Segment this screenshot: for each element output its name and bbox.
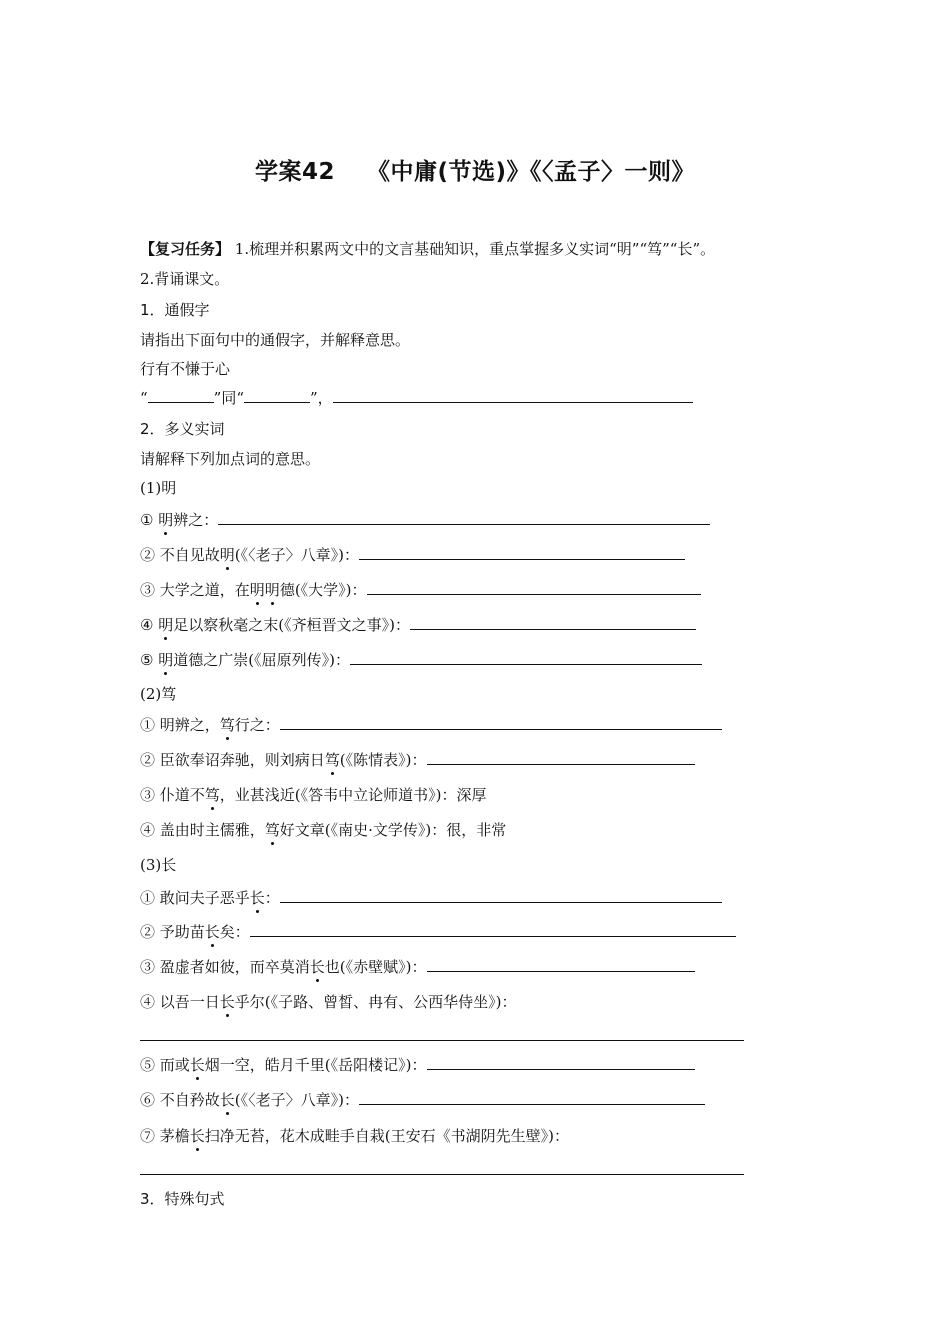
dotted-word: 长 (204, 923, 220, 941)
answer-blank[interactable] (410, 616, 696, 630)
dotted-word: 笃 (204, 786, 220, 804)
answer-blank[interactable] (427, 751, 695, 765)
answer-blank-full-line[interactable] (140, 1040, 744, 1041)
answer-blank[interactable] (367, 581, 701, 595)
answer-blank[interactable] (218, 511, 710, 525)
list-item: ⑥ 不自矜故长(《〈老子〉八章》)： (140, 1090, 705, 1110)
list-item: ⑤ 而或长烟一空，皓月千里(《岳阳楼记》)： (140, 1055, 695, 1075)
list-item: ⑤ 明道德之广崇(《屈原列传》)： (140, 650, 702, 670)
dotted-word: 长 (219, 993, 235, 1011)
dotted-word: 笃 (219, 716, 235, 734)
list-item: ① 明辨之： (140, 510, 710, 530)
group-label-du: (2)笃 (140, 685, 177, 703)
list-item: ③ 盈虚者如彼，而卒莫消长也(《赤壁赋》)： (140, 957, 695, 977)
dotted-word: 明 (158, 651, 174, 669)
dotted-word: 长 (189, 1127, 205, 1145)
dotted-word: 明 (158, 511, 174, 529)
answer-blank[interactable] (250, 923, 736, 937)
section-heading-duoyishici: 2．多义实词 (140, 420, 225, 438)
answer-blank[interactable] (427, 1056, 695, 1070)
list-item: ④ 盖由时主儒雅，笃好文章(《南史·文学传》)：很，非常 (140, 821, 507, 839)
list-item: ① 敢问夫子恶乎长： (140, 888, 722, 908)
section-heading-teshujushi: 3．特殊句式 (140, 1190, 225, 1208)
dotted-word: 长 (219, 1091, 235, 1109)
answer-blank[interactable] (350, 651, 702, 665)
group-label-ming: (1)明 (140, 479, 177, 497)
title-lesson-number: 学案42 (254, 159, 335, 185)
title-text-names: 《中庸(节选)》《〈孟子〉一则》 (366, 159, 696, 185)
review-task-line (140, 239, 715, 259)
answer-blank[interactable] (280, 716, 722, 730)
list-item: ③ 仆道不笃，业甚浅近(《答韦中立论师道书》)：深厚 (140, 786, 487, 804)
list-item: ④ 明足以察秋毫之末(《齐桓晋文之事》)： (140, 615, 696, 635)
dotted-word: 笃 (324, 751, 340, 769)
answer-blank[interactable] (280, 889, 722, 903)
list-item: ④ 以吾一日长乎尔(《子路、曾皙、冉有、公西华侍坐》)： (140, 993, 517, 1011)
list-item: ⑦ 茅檐长扫净无苔，花木成畦手自栽(王安石《书湖阴先生壁》)： (140, 1127, 570, 1145)
answer-blank[interactable] (244, 389, 310, 403)
answer-blank[interactable] (427, 958, 695, 972)
list-item: ① 明辨之，笃行之： (140, 715, 722, 735)
example-sentence: 行有不慊于心 (140, 360, 231, 378)
list-item: ② 臣欲奉诏奔驰，则刘病日笃(《陈情表》)： (140, 750, 695, 770)
answer-blank-full-line[interactable] (140, 1174, 744, 1175)
list-item: ③ 大学之道，在明明德(《大学》)： (140, 580, 701, 600)
dotted-word: 笃 (264, 821, 280, 839)
answer-blank[interactable] (333, 389, 693, 403)
dotted-word: 明 (158, 616, 174, 634)
review-task-label: 【复习任务】 (140, 240, 231, 258)
answer-blank[interactable] (359, 546, 685, 560)
list-item: ② 予助苗长矣： (140, 922, 736, 942)
answer-blank[interactable] (359, 1091, 705, 1105)
section-instruction: 请解释下列加点词的意思。 (140, 450, 321, 468)
page-title (0, 153, 950, 186)
group-label-chang: (3)长 (140, 856, 177, 874)
dotted-word: 长 (309, 958, 325, 976)
tongjiazi-answer-line: “ ”同“ ”， (140, 388, 693, 408)
dotted-word: 明 (219, 546, 235, 564)
section-instruction: 请指出下面句中的通假字，并解释意思。 (140, 331, 411, 349)
section-heading-tongjiazi: 1．通假字 (140, 301, 210, 319)
review-task-item-2: 2.背诵课文。 (140, 270, 230, 288)
dotted-word: 长 (189, 1056, 205, 1074)
review-task-item-1: 1.梳理并积累两文中的文言基础知识，重点掌握多义实词“明”“笃”“长”。 (234, 240, 716, 258)
dotted-word: 明 (264, 581, 280, 599)
dotted-word: 长 (249, 889, 265, 907)
list-item: ② 不自见故明(《〈老子〉八章》)： (140, 545, 685, 565)
dotted-word: 明 (249, 581, 265, 599)
answer-blank[interactable] (148, 389, 214, 403)
